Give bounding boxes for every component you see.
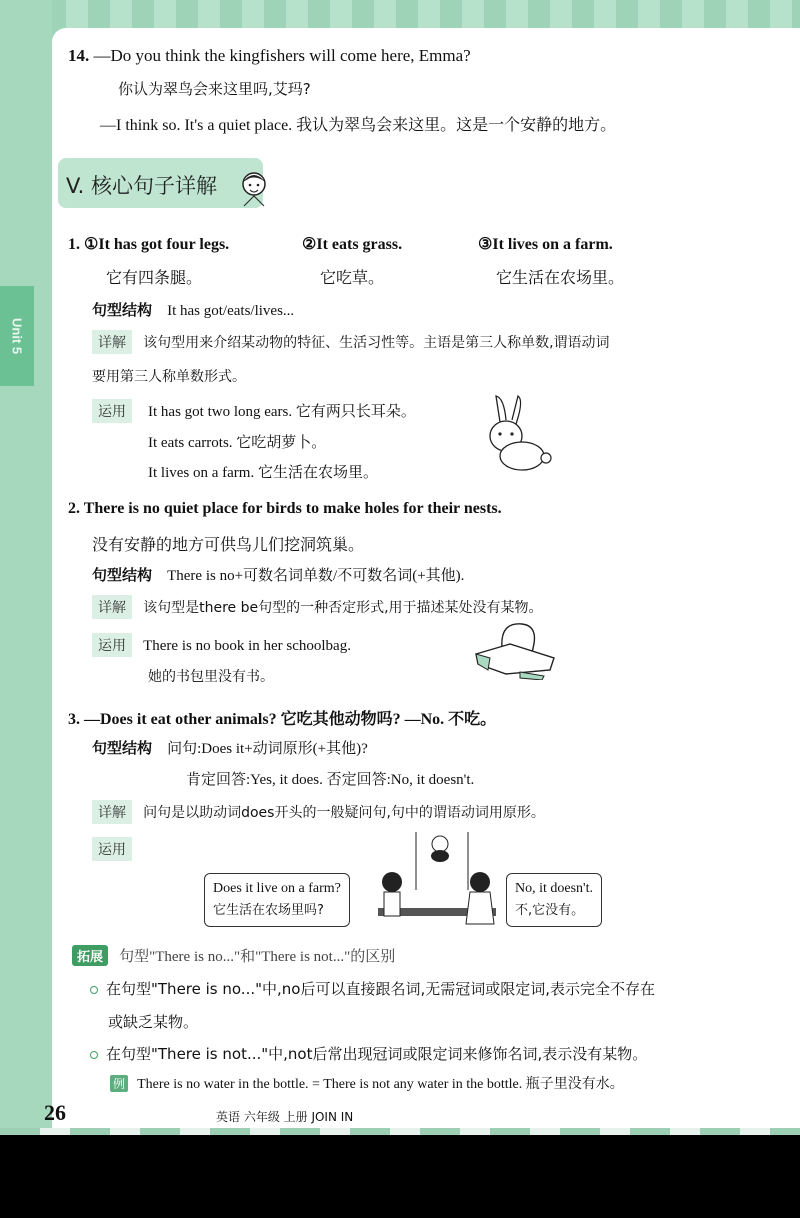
s3-explain [92, 800, 545, 824]
explain-label: 详解 [92, 800, 132, 824]
speech-bubble-right [506, 873, 602, 927]
explain-text: 问句是以助动词does开头的一般疑问句,句中的谓语动词用原形。 [143, 805, 545, 821]
s3-sentence [68, 706, 496, 729]
question-text: —Do you think the kingfishers will come here, Emma? [93, 46, 471, 65]
bullet-icon [90, 1051, 98, 1059]
extend-point-1-cont: 或缺乏某物。 [108, 1013, 199, 1031]
explain-label: 详解 [92, 330, 132, 354]
s1-apply-2: It eats carrots. 它吃胡萝卜。 [148, 435, 327, 451]
item-number: 14. [68, 46, 90, 65]
extend-point-2 [90, 1043, 647, 1064]
explain-text: 该句型用来介绍某动物的特征、生活习性等。主语是第三人称单数,谓语动词 [143, 335, 610, 351]
s1-sentence-3: ③It lives on a farm. [478, 236, 613, 253]
item-number: 2. [68, 500, 80, 517]
unit-side-tab [0, 286, 34, 386]
point-text: 在句型"There is not..."中,not后常出现冠词或限定词来修饰名词,表示没有某物。 [106, 1045, 648, 1063]
section-header [58, 158, 263, 208]
structure-label: 句型结构 [92, 566, 153, 584]
extend-example [110, 1073, 624, 1093]
s1-sentence-2: ②It eats grass. [302, 236, 403, 253]
children-panda-illustration-icon [372, 830, 502, 930]
schoolbag-illustration-icon [470, 618, 570, 680]
s1-structure [92, 299, 294, 320]
item14-question-cn: 你认为翠鸟会来这里吗,艾玛? [118, 80, 311, 98]
structure-label: 句型结构 [92, 739, 153, 757]
extend-header [72, 945, 395, 966]
s1-sentence-1 [68, 234, 229, 254]
sentence-en: —Does it eat other animals? 它吃其他动物吗? —No. 不吃。 [84, 711, 497, 728]
bubble-cn: 它生活在农场里吗? [213, 903, 324, 918]
girl-illustration-icon [236, 168, 272, 208]
unit-tab-label: Unit 5 [9, 317, 25, 355]
item-number: 3. [68, 711, 80, 728]
apply-label: 运用 [92, 399, 132, 423]
structure-text: There is no+可数名词单数/不可数名词(+其他). [167, 568, 465, 584]
s1-apply-1: It has got two long ears. 它有两只长耳朵。 [148, 404, 416, 420]
extend-label: 拓展 [72, 945, 108, 966]
s3-structure [92, 737, 368, 758]
s1-cn-2: 它吃草。 [320, 268, 385, 287]
bullet-icon [90, 986, 98, 994]
s3-apply [92, 837, 132, 861]
speech-bubble-left [204, 873, 350, 927]
structure-label: 句型结构 [92, 301, 153, 319]
s2-sentence [68, 500, 502, 518]
item14-answer: —I think so. It's a quiet place. 我认为翠鸟会来这里。这是一个安静的地方。 [100, 117, 617, 134]
structure-question: 问句:Does it+动词原形(+其他)? [167, 741, 368, 757]
section-title: V. 核心句子详解 [66, 174, 218, 198]
s2-apply-cn: 她的书包里没有书。 [148, 669, 274, 685]
bottom-border-decoration [0, 1128, 800, 1135]
sentence-en: ①It has got four legs. [84, 236, 230, 253]
apply-label: 运用 [92, 633, 132, 657]
s1-explain [92, 330, 610, 354]
s2-explain [92, 595, 543, 619]
s1-cn-1: 它有四条腿。 [106, 268, 203, 287]
s1-explain-cont: 要用第三人称单数形式。 [92, 369, 246, 385]
s1-apply [92, 399, 132, 423]
s2-structure [92, 564, 464, 585]
s1-cn-3: 它生活在农场里。 [496, 268, 625, 287]
example-label: 例 [110, 1075, 128, 1092]
example-text: There is no water in the bottle. = There is not any water in the bottle. 瓶子里没有水。 [137, 1077, 624, 1092]
extend-title: 句型"There is no..."和"There is not..."的区别 [119, 949, 396, 965]
extend-point-1 [90, 978, 655, 999]
s1-apply-3: It lives on a farm. 它生活在农场里。 [148, 465, 378, 481]
bubble-en: Does it live on a farm? [213, 881, 341, 896]
item-number: 1. [68, 236, 80, 253]
s3-structure-answers: 肯定回答:Yes, it does. 否定回答:No, it doesn't. [186, 772, 475, 788]
explain-label: 详解 [92, 595, 132, 619]
rabbit-illustration-icon [478, 392, 554, 478]
explain-text: 该句型是there be句型的一种否定形式,用于描述某处没有某物。 [143, 600, 543, 616]
left-border-decoration [0, 0, 52, 1135]
bubble-en: No, it doesn't. [515, 881, 593, 896]
point-text: 在句型"There is no..."中,no后可以直接跟名词,无需冠词或限定词,表示完全不存在 [106, 980, 655, 998]
apply-text: There is no book in her schoolbag. [143, 638, 351, 654]
bubble-cn: 不,它没有。 [515, 903, 585, 918]
book-info: 英语 六年级 上册 JOIN IN [216, 1110, 354, 1124]
apply-label: 运用 [92, 837, 132, 861]
structure-text: It has got/eats/lives... [167, 303, 295, 319]
item14-question [68, 46, 471, 66]
sentence-en: There is no quiet place for birds to make holes for their nests. [83, 500, 502, 517]
s2-cn: 没有安静的地方可供鸟儿们挖洞筑巢。 [92, 535, 365, 554]
s2-apply [92, 633, 351, 657]
page-number: 26 [44, 1100, 66, 1125]
